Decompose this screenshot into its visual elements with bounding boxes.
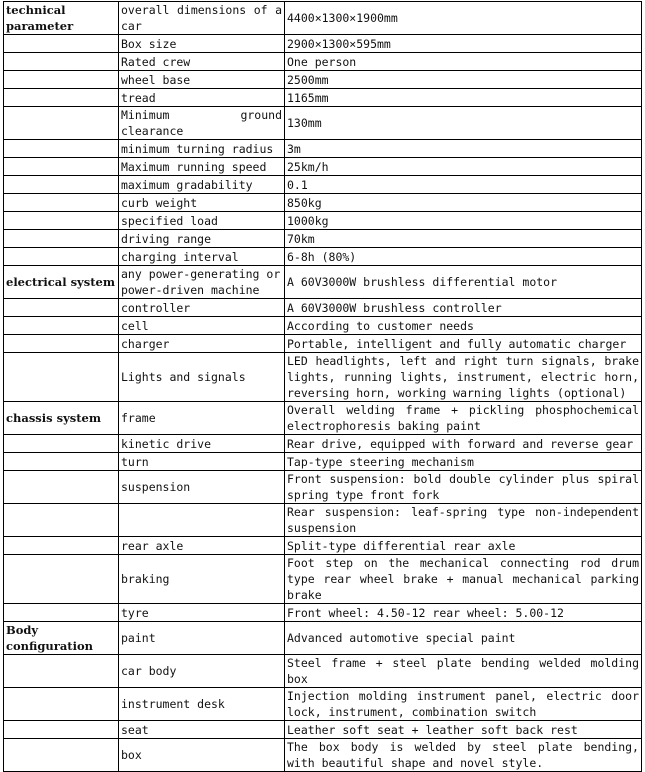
table-row (4, 604, 642, 622)
table-row (4, 194, 642, 212)
parameter-cell: overall dimensions of a car (119, 2, 285, 35)
parameter-cell: frame (119, 402, 285, 435)
spec-table (3, 1, 642, 772)
parameter-cell: specified load (119, 212, 285, 230)
category-cell (4, 194, 119, 212)
table-row (4, 335, 642, 353)
table-row (4, 158, 642, 176)
table-row (4, 176, 642, 194)
parameter-cell: turn (119, 453, 285, 471)
category-cell (4, 688, 119, 721)
value-cell: A 60V3000W brushless controller (285, 299, 642, 317)
table-row (4, 537, 642, 555)
category-cell (4, 335, 119, 353)
value-cell: According to customer needs (285, 317, 642, 335)
parameter-cell: charging interval (119, 248, 285, 266)
value-cell: Overall welding frame + pickling phosphochemical electrophoresis baking paint (285, 402, 642, 435)
category-cell (4, 537, 119, 555)
parameter-cell: instrument desk (119, 688, 285, 721)
category-cell (4, 140, 119, 158)
table-row (4, 248, 642, 266)
category-cell (4, 248, 119, 266)
parameter-cell: tyre (119, 604, 285, 622)
category-cell (4, 721, 119, 739)
parameter-cell: curb weight (119, 194, 285, 212)
value-cell: Portable, intelligent and fully automatic charger (285, 335, 642, 353)
category-cell (4, 35, 119, 53)
value-cell: 130mm (285, 107, 642, 140)
parameter-cell: Lights and signals (119, 353, 285, 402)
parameter-cell: Maximum running speed (119, 158, 285, 176)
category-cell (4, 158, 119, 176)
category-cell (4, 655, 119, 688)
category-cell: Body configuration (4, 622, 119, 655)
value-cell: Injection molding instrument panel, electric door lock, instrument, combination switch (285, 688, 642, 721)
parameter-cell: cell (119, 317, 285, 335)
parameter-cell: car body (119, 655, 285, 688)
table-row (4, 2, 642, 35)
table-row (4, 402, 642, 435)
table-row (4, 299, 642, 317)
table-row (4, 504, 642, 537)
table-row (4, 230, 642, 248)
parameter-cell: wheel base (119, 71, 285, 89)
parameter-cell: controller (119, 299, 285, 317)
table-row (4, 212, 642, 230)
value-cell: Advanced automotive special paint (285, 622, 642, 655)
value-cell: 1000kg (285, 212, 642, 230)
value-cell: Rear suspension: leaf-spring type non-independent suspension (285, 504, 642, 537)
parameter-cell: rear axle (119, 537, 285, 555)
table-row (4, 71, 642, 89)
table-row (4, 721, 642, 739)
value-cell: Front suspension: bold double cylinder plus spiral spring type front fork (285, 471, 642, 504)
parameter-cell: Rated crew (119, 53, 285, 71)
category-cell (4, 53, 119, 71)
category-cell (4, 739, 119, 772)
parameter-cell: suspension (119, 471, 285, 504)
category-cell: technical parameter (4, 2, 119, 35)
category-cell (4, 353, 119, 402)
value-cell: Rear drive, equipped with forward and reverse gear (285, 435, 642, 453)
table-row (4, 107, 642, 140)
parameter-cell: charger (119, 335, 285, 353)
category-cell (4, 471, 119, 504)
parameter-cell: box (119, 739, 285, 772)
table-row (4, 53, 642, 71)
parameter-cell: paint (119, 622, 285, 655)
table-row (4, 266, 642, 299)
table-row (4, 35, 642, 53)
value-cell: 2900×1300×595mm (285, 35, 642, 53)
value-cell: A 60V3000W brushless differential motor (285, 266, 642, 299)
parameter-cell: braking (119, 555, 285, 604)
table-row (4, 655, 642, 688)
category-cell (4, 89, 119, 107)
value-cell: 850kg (285, 194, 642, 212)
category-cell (4, 212, 119, 230)
value-cell: Leather soft seat + leather soft back rest (285, 721, 642, 739)
table-row (4, 89, 642, 107)
category-cell: chassis system (4, 402, 119, 435)
value-cell: 25km/h (285, 158, 642, 176)
table-row (4, 739, 642, 772)
table-row (4, 688, 642, 721)
value-cell: Tap-type steering mechanism (285, 453, 642, 471)
parameter-cell: driving range (119, 230, 285, 248)
value-cell: Foot step on the mechanical connecting rod drum type rear wheel brake + manual mechanical parking brake (285, 555, 642, 604)
parameter-cell: Box size (119, 35, 285, 53)
category-cell (4, 107, 119, 140)
category-cell (4, 504, 119, 537)
category-cell (4, 604, 119, 622)
table-row (4, 435, 642, 453)
value-cell: 6-8h (80%) (285, 248, 642, 266)
value-cell: 1165mm (285, 89, 642, 107)
category-cell (4, 555, 119, 604)
category-cell (4, 435, 119, 453)
value-cell: LED headlights, left and right turn signals, brake lights, running lights, instrument, electric horn, reversing horn, working warning lights (optional) (285, 353, 642, 402)
parameter-cell: Minimum ground clearance (119, 107, 285, 140)
category-cell (4, 299, 119, 317)
parameter-cell (119, 504, 285, 537)
table-row (4, 353, 642, 402)
value-cell: 70km (285, 230, 642, 248)
value-cell: Steel frame + steel plate bending welded molding box (285, 655, 642, 688)
category-cell: electrical system (4, 266, 119, 299)
category-cell (4, 230, 119, 248)
category-cell (4, 453, 119, 471)
value-cell: One person (285, 53, 642, 71)
parameter-cell: any power-generating or power-driven machine (119, 266, 285, 299)
parameter-cell: tread (119, 89, 285, 107)
parameter-cell: maximum gradability (119, 176, 285, 194)
value-cell: 4400×1300×1900mm (285, 2, 642, 35)
table-row (4, 140, 642, 158)
table-row (4, 453, 642, 471)
table-row (4, 471, 642, 504)
value-cell: Split-type differential rear axle (285, 537, 642, 555)
value-cell: The box body is welded by steel plate bending, with beautiful shape and novel style. (285, 739, 642, 772)
table-row (4, 622, 642, 655)
value-cell: Front wheel: 4.50-12 rear wheel: 5.00-12 (285, 604, 642, 622)
parameter-cell: seat (119, 721, 285, 739)
category-cell (4, 176, 119, 194)
value-cell: 0.1 (285, 176, 642, 194)
parameter-cell: minimum turning radius (119, 140, 285, 158)
table-row (4, 317, 642, 335)
value-cell: 3m (285, 140, 642, 158)
value-cell: 2500mm (285, 71, 642, 89)
category-cell (4, 71, 119, 89)
table-row (4, 555, 642, 604)
parameter-cell: kinetic drive (119, 435, 285, 453)
category-cell (4, 317, 119, 335)
